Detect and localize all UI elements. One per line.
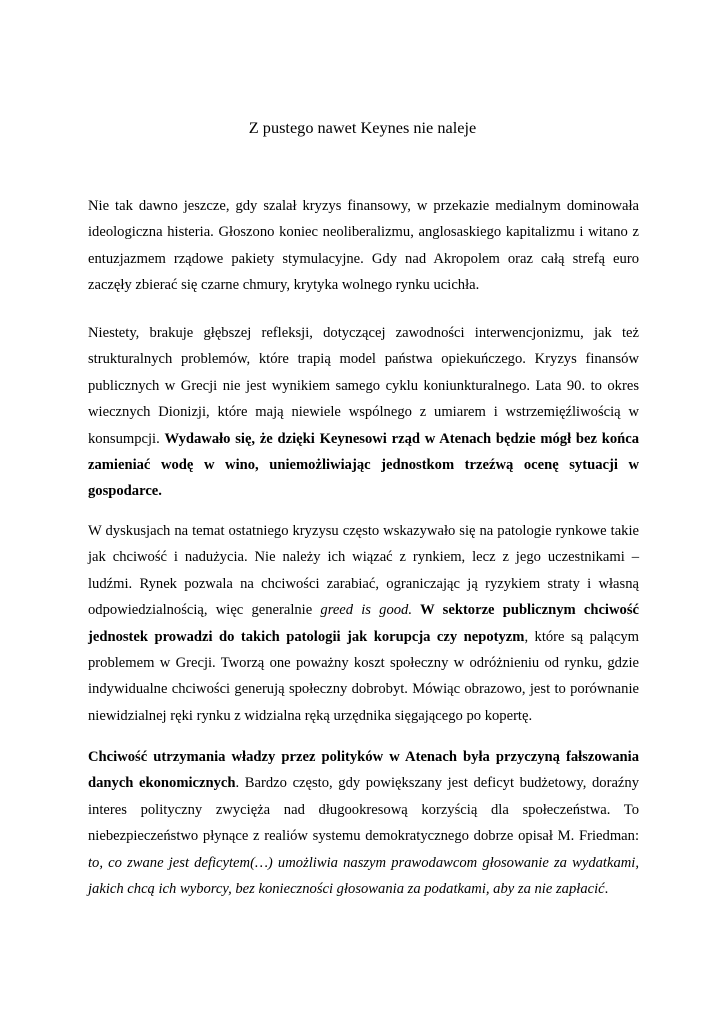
paragraph-4-run-4: . bbox=[604, 881, 609, 898]
document-title: Z pustego nawet Keynes nie naleje bbox=[248, 118, 477, 137]
paragraph-3-run-3 bbox=[412, 602, 420, 618]
paragraph-1 bbox=[88, 193, 639, 299]
paragraph-2-run-1: Niestety, brakuje głębszej refleksji, dotyczącej zawodności interwencjonizmu, jak też strukturalnych problemów, które trapią model państwa opiekuńczego. Kryzys finansów publicznych w Grecji nie jest wynikiem samego cyklu koniunkturalnego. Lata 90. to okres wiecznych Dionizji, które mają niewiele wspólnego z umiarem i wstrzemięźliwością w konsumpcji. bbox=[88, 325, 639, 447]
paragraph-4-bold-run: Chciwość utrzymania władzy przez polityków w Atenach była przyczyną fałszowania danych ekonomicznych bbox=[88, 749, 639, 792]
paragraph-4 bbox=[88, 744, 639, 902]
paragraph-4-run-2: . Bardzo często, gdy powiększany jest deficyt budżetowy, doraźny interes polityczny zwycięża nad długookresową korzyścią dla społeczeństwa. To niebezpieczeństwo płynące z realiów systemu demokratycznego dobrze opisał M. Friedman: bbox=[88, 775, 639, 845]
paragraph-1-run-1: Nie tak dawno jeszcze, gdy szalał kryzys finansowy, w przekazie medialnym dominowała ideologiczna histeria. Głoszono koniec neoliberalizmu, anglosaskiego kapitalizmu i witano z entuzjazmem rządowe pakiety stymulacyjne. Gdy nad Akropolem oraz całą strefą euro zaczęły zbierać się czarne chmury, krytyka wolnego rynku ucichła. bbox=[88, 198, 639, 294]
paragraph-2 bbox=[88, 320, 639, 505]
paragraph-3 bbox=[88, 518, 639, 729]
paragraph-3-run-1: W dyskusjach na temat ostatniego kryzysu często wskazywało się na patologie rynkowe takie jak chciwość i nadużycia. Nie należy ich wiązać z rynkiem, lecz z jego uczestnikami – ludźmi. Rynek pozwala na chciwości zarabiać, ograniczając ją ryzykiem straty i własną odpowiedzialnością, więc generalnie bbox=[88, 523, 639, 619]
paragraph-4-italic-quote: to, co zwane jest deficytem(…) umożliwia naszym prawodawcom głosowanie za wydatkami, jakich chcą ich wyborcy, bez konieczności głosowania za podatkami, aby za nie zapłacić bbox=[88, 854, 639, 898]
paragraph-3-italic-run: greed is good. bbox=[320, 602, 412, 619]
paragraph-3-bold-run: W sektorze publicznym chciwość jednostek prowadzi do takich patologii jak korupcja czy nepotyzm bbox=[88, 602, 639, 645]
paragraph-2-bold-run: Wydawało się, że dzięki Keynesowi rząd w Atenach będzie mógł bez końca zamieniać wodę w wino, uniemożliwiając jednostkom trzeźwą ocenę sytuacji w gospodarce. bbox=[88, 430, 640, 500]
paragraph-3-run-5: , które są palącym problemem w Grecji. Tworzą one poważny koszt społeczny w odróżnieniu od rynku, gdzie indywidualne chciwości generują społeczny dobrobyt. Mówiąc obrazowo, jest to porównanie niewidzialnej ręki rynku z widzialna ręką urzędnika sięgającego po kopertę. bbox=[88, 628, 640, 724]
